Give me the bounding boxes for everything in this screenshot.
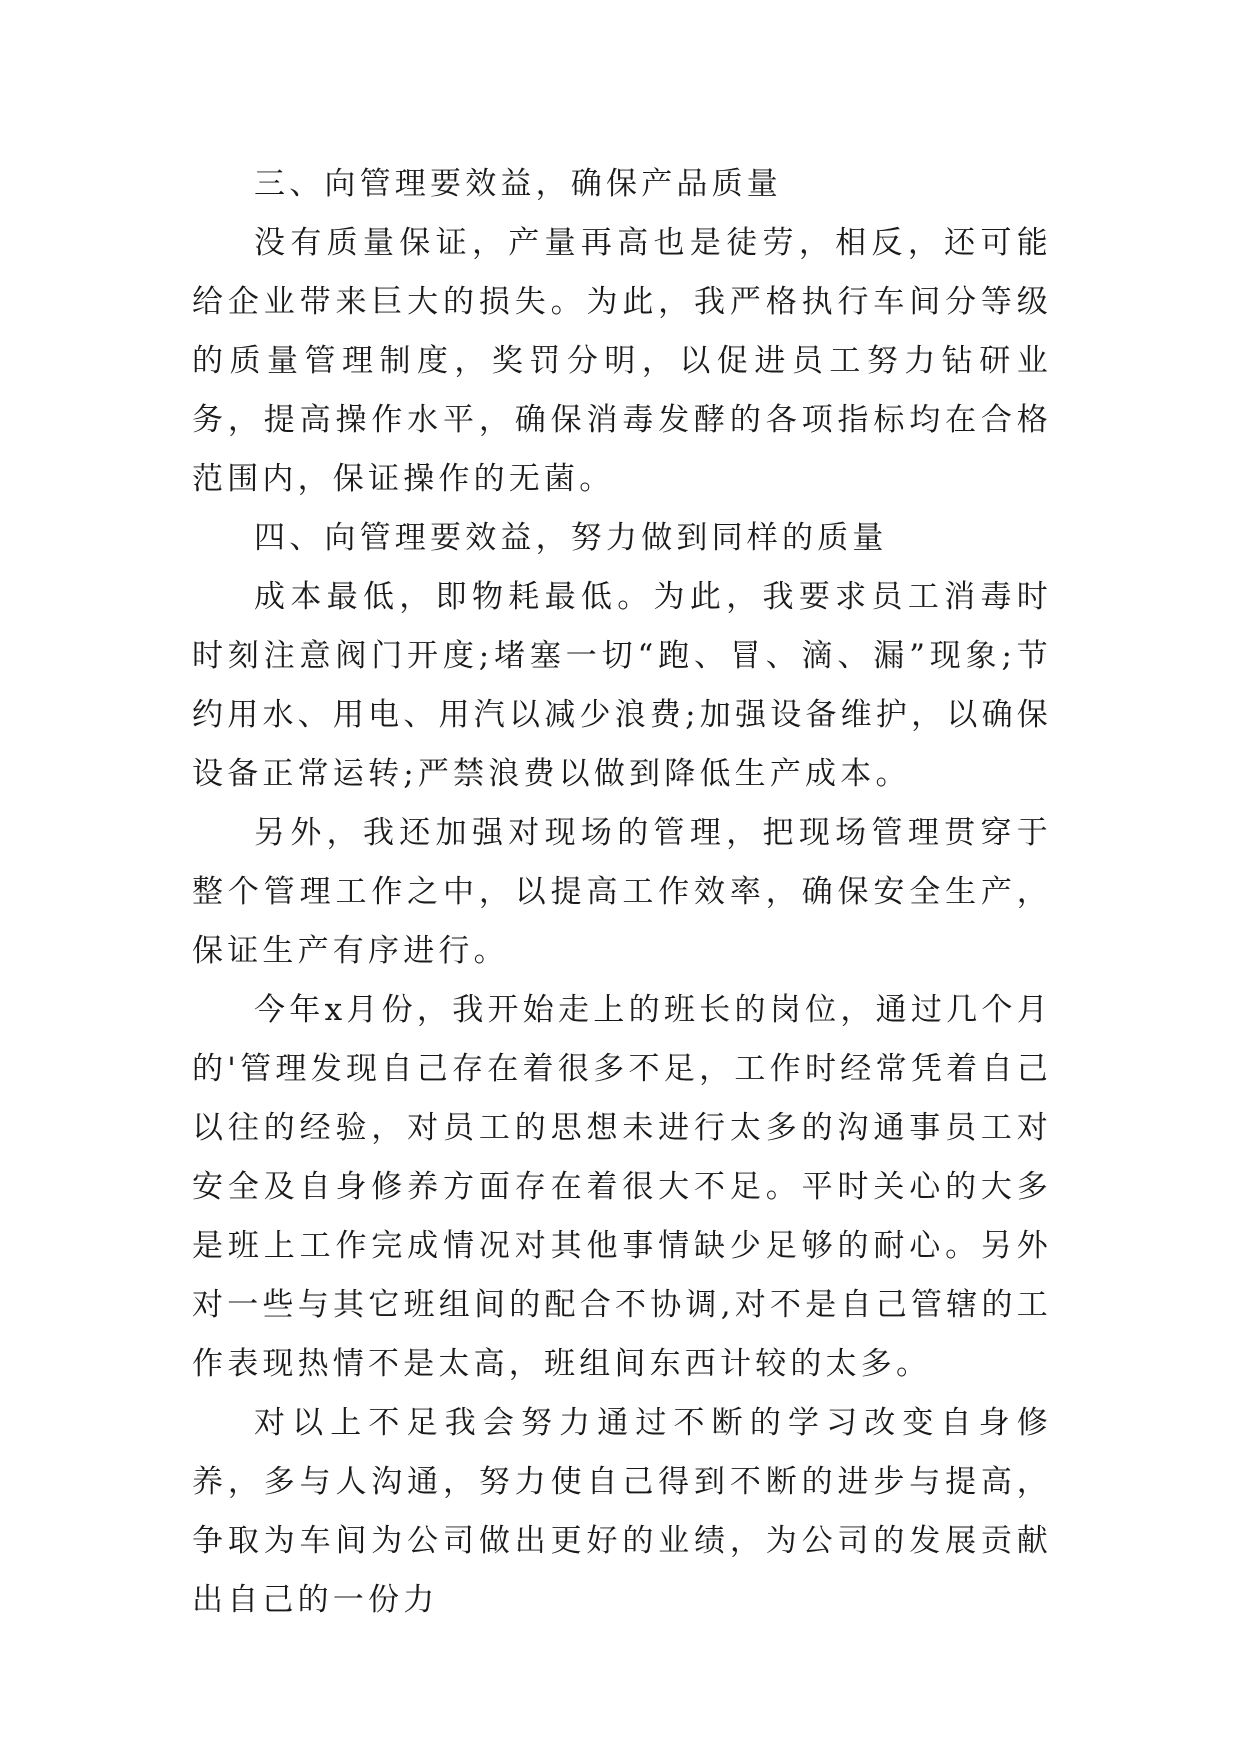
paragraph-improvement: 对以上不足我会努力通过不断的学习改变自身修养，多与人沟通，努力使自己得到不断的进步与提高，争取为车间为公司做出更好的业绩，为公司的发展贡献出自己的一份力 (192, 1405, 1052, 1618)
paragraph-site-management: 另外，我还加强对现场的管理，把现场管理贯穿于整个管理工作之中，以提高工作效率，确保安全生产，保证生产有序进行。 (192, 815, 1052, 969)
section-heading-4: 四、向管理要效益，努力做到同样的质量 (254, 520, 888, 556)
paragraph-shortcomings: 今年x月份，我开始走上的班长的岗位，通过几个月的'管理发现自己存在着很多不足，工作时经常凭着自己以往的经验，对员工的思想未进行太多的沟通事员工对安全及自身修养方面存在着很大不足。平时关心的大多是班上工作完成情况对其他事情缺少足够的耐心。另外对一些与其它班组间的配合不协调,对不是自己管辖的工作表现热情不是太高，班组间东西计较的太多。 (192, 992, 1052, 1382)
paragraph-quality: 没有质量保证，产量再高也是徒劳，相反，还可能给企业带来巨大的损失。为此，我严格执行车间分等级的质量管理制度，奖罚分明，以促进员工努力钻研业务，提高操作水平，确保消毒发酵的各项指标均在合格范围内，保证操作的无菌。 (192, 225, 1052, 497)
document-body (192, 155, 1052, 1630)
paragraph-cost: 成本最低，即物耗最低。为此，我要求员工消毒时时刻注意阀门开度;堵塞一切“跑、冒、滴、漏”现象;节约用水、用电、用汽以减少浪费;加强设备维护，以确保设备正常运转;严禁浪费以做到降低生产成本。 (192, 579, 1052, 792)
section-heading-3: 三、向管理要效益，确保产品质量 (254, 166, 782, 202)
